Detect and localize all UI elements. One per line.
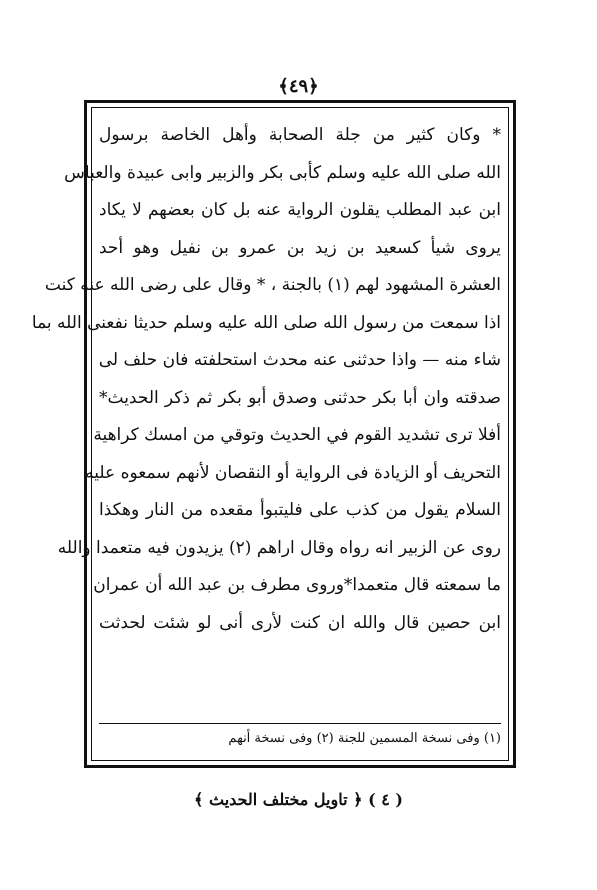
- text-line: الله صلى الله عليه وسلم كأبى بكر والزبير وابى عبيدة والعباس: [64, 162, 501, 183]
- footnotes: (١) وفى نسخة المسمين للجنة (٢) وفى نسخة أنهم: [228, 731, 501, 746]
- text-line: السلام يقول من كذب على فليتبوأ مقعده من النار وهكذا: [99, 500, 501, 520]
- text-line: * وكان كثير من جلة الصحابة وأهل الخاصة برسول: [99, 125, 501, 145]
- page-number: ﴿٤٩﴾: [278, 76, 319, 97]
- text-line: ابن عبد المطلب يقلون الرواية عنه بل كان بعضهم لا يكاد: [99, 200, 501, 220]
- text-line: العشرة المشهود لهم (١) بالجنة ، * وقال على رضى الله عنه كنت: [44, 275, 501, 295]
- text-line: صدقته وان أبا بكر حدثنى وصدق أبو بكر ثم ذكر الحديث*: [99, 387, 501, 408]
- text-line: روى عن الزبير انه رواه وقال اراهم (٢) يزيدون فيه متعمدا والله: [57, 537, 501, 558]
- text-line: اذا سمعت من رسول الله صلى الله عليه وسلم حديثا نفعنى الله بما: [31, 312, 501, 333]
- text-line: يروى شيأ كسعيد بن زيد بن عمرو بن نفيل وهو أحد: [99, 237, 501, 258]
- text-line: ابن حصين قال والله ان كنت لأرى أنى لو شئت لحدثت: [99, 612, 501, 633]
- footnote-divider: [99, 723, 501, 724]
- text-line: أفلا ترى تشديد القوم في الحديث وتوقي من امسك كراهية: [93, 425, 501, 445]
- book-footer: ( ٤ ) ﴿ تاويل مختلف الحديث ﴾: [194, 790, 403, 809]
- body-text: [31, 117, 501, 642]
- text-line: التحريف أو الزيادة فى الرواية أو النقصان لأنهم سمعوه عليه: [85, 462, 501, 483]
- text-line: ما سمعته قال متعمدا*وروى مطرف بن عبد الله أن عمران: [93, 575, 501, 595]
- text-line: شاء منه — واذا حدثنى عنه محدث استحلفته فان حلف لى: [98, 350, 501, 370]
- text-frame: [31, 100, 516, 768]
